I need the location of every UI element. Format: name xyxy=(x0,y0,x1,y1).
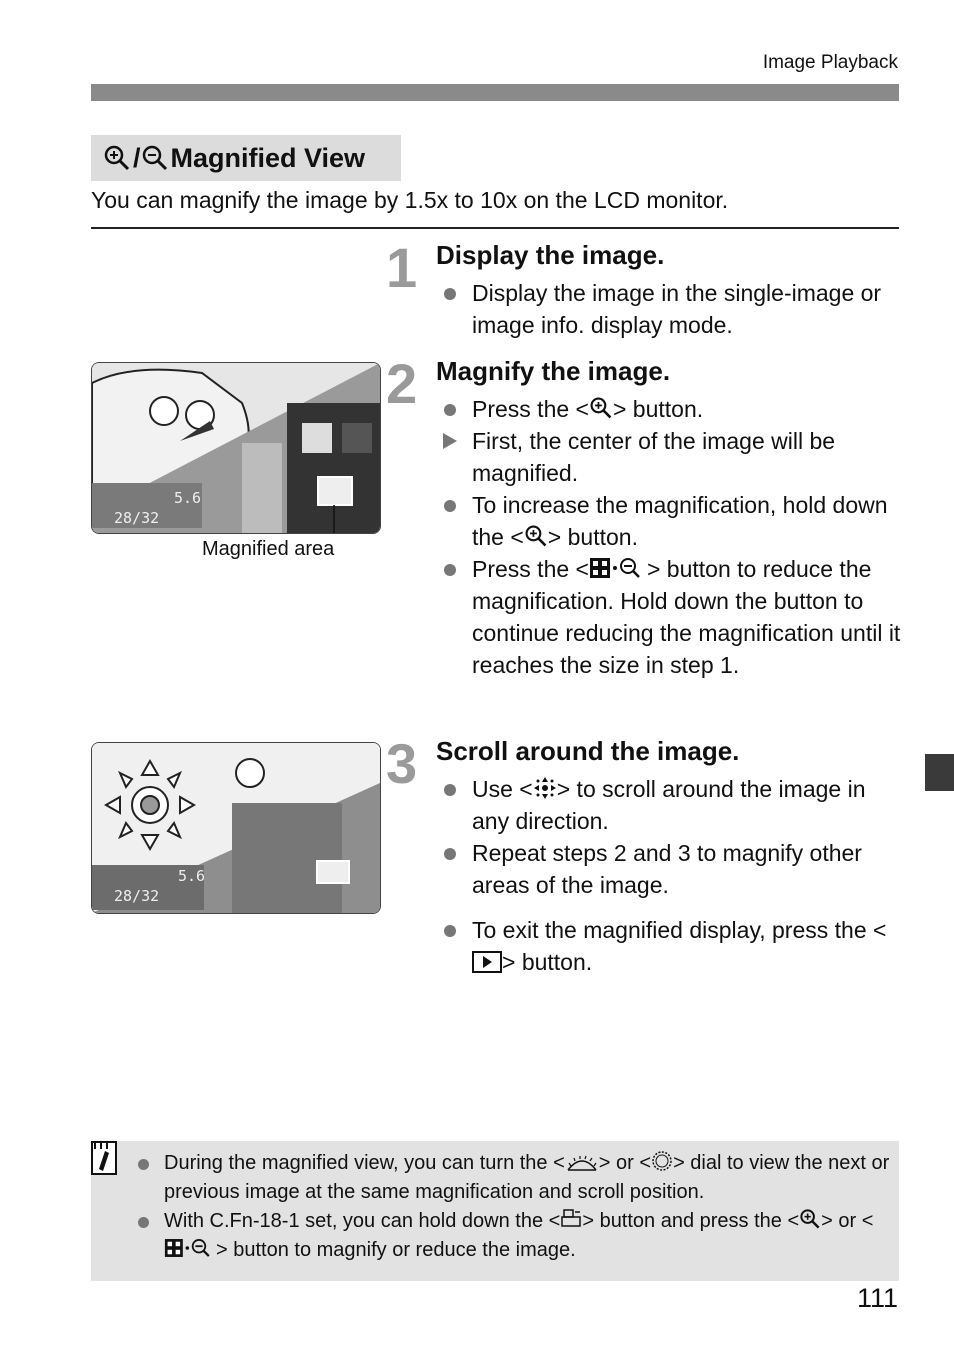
step-bullets xyxy=(441,773,901,978)
bullet-text: > button to reduce the magnification. Hold down the button to continue reducing the magnification until it reaches the size in step 1. xyxy=(472,556,901,678)
multi-controller-icon xyxy=(533,776,557,800)
bullet-text: > to scroll around the image in any direction. xyxy=(472,776,866,834)
step-title: Scroll around the image. xyxy=(436,736,740,766)
bullet-item xyxy=(441,489,901,553)
bullet-text: Press the < xyxy=(472,556,589,582)
bullet-dot xyxy=(444,288,456,300)
frame-counter: 28/32 xyxy=(114,509,160,527)
zoom-in-icon xyxy=(524,524,548,548)
running-header: Image Playback xyxy=(762,52,898,73)
bullet-item xyxy=(441,837,901,901)
note-text: With C.Fn-18-1 set, you can hold down the < xyxy=(164,1210,561,1232)
note-text: > button to magnify or reduce the image. xyxy=(216,1239,576,1261)
step-number: 3 xyxy=(386,732,418,795)
intro-text: You can magnify the image by 1.5x to 10x on the LCD monitor. xyxy=(91,187,729,213)
frame-counter: 28/32 xyxy=(114,887,160,905)
photo-caption: Magnified area xyxy=(202,538,335,560)
bullet-text: Display the image in the single-image or image info. display mode. xyxy=(472,280,882,338)
note-text: During the magnified view, you can turn the < xyxy=(164,1152,565,1174)
step-title: Magnify the image. xyxy=(436,356,671,386)
camera-photo-magnify xyxy=(91,362,381,534)
print-share-icon xyxy=(560,1208,582,1230)
note-item xyxy=(136,1207,896,1265)
zoom-in-icon xyxy=(589,396,613,420)
bullet-item xyxy=(441,773,901,837)
index-reduce-icon xyxy=(589,556,647,580)
note-bullets xyxy=(136,1149,896,1265)
note-text: > dial to view the next or previous image at the same magnification and scroll position. xyxy=(164,1152,890,1203)
section-title xyxy=(91,135,401,181)
bullet-text: To exit the magnified display, press the < xyxy=(472,917,887,943)
aperture-readout: 5.6 xyxy=(178,867,206,885)
bullet-item xyxy=(441,914,901,978)
bullet-text: Use < xyxy=(472,776,533,802)
bullet-text: First, the center of the image will be magnified. xyxy=(472,428,836,486)
aperture-readout: 5.6 xyxy=(174,489,202,507)
bullet-dot xyxy=(138,1217,149,1228)
step-number: 1 xyxy=(386,236,418,299)
memo-icon xyxy=(91,1141,117,1175)
camera-photo-scroll xyxy=(91,742,381,914)
step-title: Display the image. xyxy=(436,240,665,270)
step-bullets xyxy=(441,393,901,681)
main-dial-icon xyxy=(565,1152,599,1172)
playback-icon xyxy=(472,951,502,973)
quick-control-dial-icon xyxy=(651,1150,673,1172)
result-item xyxy=(441,425,901,489)
bullet-dot xyxy=(444,404,456,416)
note-item xyxy=(136,1149,896,1207)
note-text: > button and press the < xyxy=(582,1210,800,1232)
bullet-dot xyxy=(444,564,456,576)
bullet-dot xyxy=(444,848,456,860)
chapter-tab xyxy=(925,754,954,791)
bullet-dot xyxy=(444,925,456,937)
bullet-text: To increase the magnification, hold down the < xyxy=(472,492,888,550)
bullet-dot xyxy=(444,784,456,796)
note-text: > or < xyxy=(598,1152,652,1174)
zoom-in-icon xyxy=(799,1208,821,1230)
bullet-item xyxy=(441,553,901,681)
title-text: Magnified View xyxy=(170,142,366,173)
step-number: 2 xyxy=(386,352,418,415)
bullet-dot xyxy=(138,1159,149,1170)
header-bar xyxy=(91,84,899,101)
bullet-text: > button. xyxy=(547,524,638,550)
zoom-in-icon xyxy=(103,144,131,172)
index-reduce-icon xyxy=(164,1237,216,1259)
zoom-out-icon xyxy=(141,144,169,172)
bullet-item xyxy=(441,277,901,341)
bullet-item xyxy=(441,393,901,425)
step-bullets xyxy=(441,277,901,341)
bullet-text: Press the < xyxy=(472,396,589,422)
bullet-dot xyxy=(444,500,456,512)
bullet-text: > button. xyxy=(612,396,704,422)
divider xyxy=(91,227,899,229)
bullet-text: > button. xyxy=(502,949,593,975)
note-text: > or < xyxy=(821,1210,874,1232)
bullet-text: Repeat steps 2 and 3 to magnify other areas of the image. xyxy=(472,840,862,898)
result-triangle xyxy=(443,433,457,449)
title-separator: / xyxy=(133,142,141,173)
page-number: 111 xyxy=(856,1283,898,1313)
